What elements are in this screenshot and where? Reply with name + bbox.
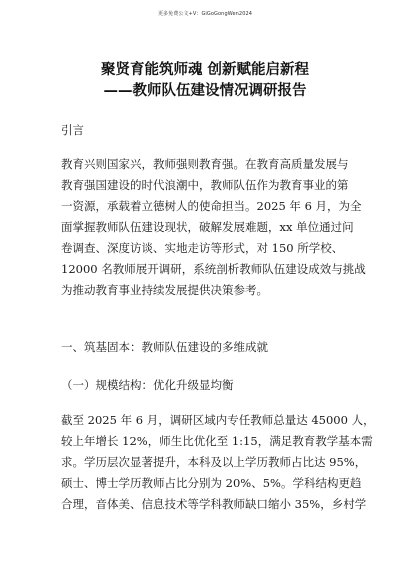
paragraph-line: 求。学历层次显著提升，本科及以上学历教师占比达 95%，	[61, 455, 367, 469]
paragraph-line: 为推动教育事业持续发展提供决策参考。	[61, 283, 268, 297]
paragraph-line: 教育兴则国家兴，教师强则教育强。在教育高质量发展与	[61, 157, 349, 171]
report-title-line1: 聚贤育能筑师魂 创新赋能启新程	[100, 62, 310, 78]
body-paragraph	[61, 410, 375, 515]
report-title-line2: ——教师队伍建设情况调研报告	[103, 83, 307, 99]
header-note: 更多免费公文+V：GiGoGongWen2024	[157, 11, 253, 17]
intro-heading: 引言	[61, 123, 84, 137]
paragraph-line: 合理，音体美、信息技术等学科教师缺口缩小 35%，乡村学	[61, 497, 367, 511]
section1-heading: 一、筑基固本：教师队伍建设的多维成就	[61, 340, 268, 354]
paragraph-line: 截至 2025 年 6 月，调研区域内专任教师总量达 45000 人，	[61, 413, 375, 427]
intro-paragraph	[61, 154, 366, 301]
paragraph-line: 硕士、博士学历教师占比分别为 20%、5%。学科结构更趋	[61, 476, 362, 490]
paragraph-line: 一资源，承载着立德树人的使命担当。2025 年 6 月，为全	[61, 199, 362, 213]
paragraph-line: 面掌握教师队伍建设现状，破解发展难题，xx 单位通过问	[61, 220, 354, 234]
subsection1-heading: （一）规模结构：优化升级显均衡	[61, 378, 234, 392]
paragraph-line: 较上年增长 12%，师生比优化至 1:15，满足教育教学基本需	[61, 434, 373, 448]
paragraph-line: 12000 名教师展开调研，系统剖析教师队伍建设成效与挑战	[61, 262, 366, 276]
paragraph-line: 卷调查、深度访谈、实地走访等形式，对 150 所学校、	[61, 241, 344, 255]
paragraph-line: 教育强国建设的时代浪潮中，教师队伍作为教育事业的第	[61, 178, 349, 192]
